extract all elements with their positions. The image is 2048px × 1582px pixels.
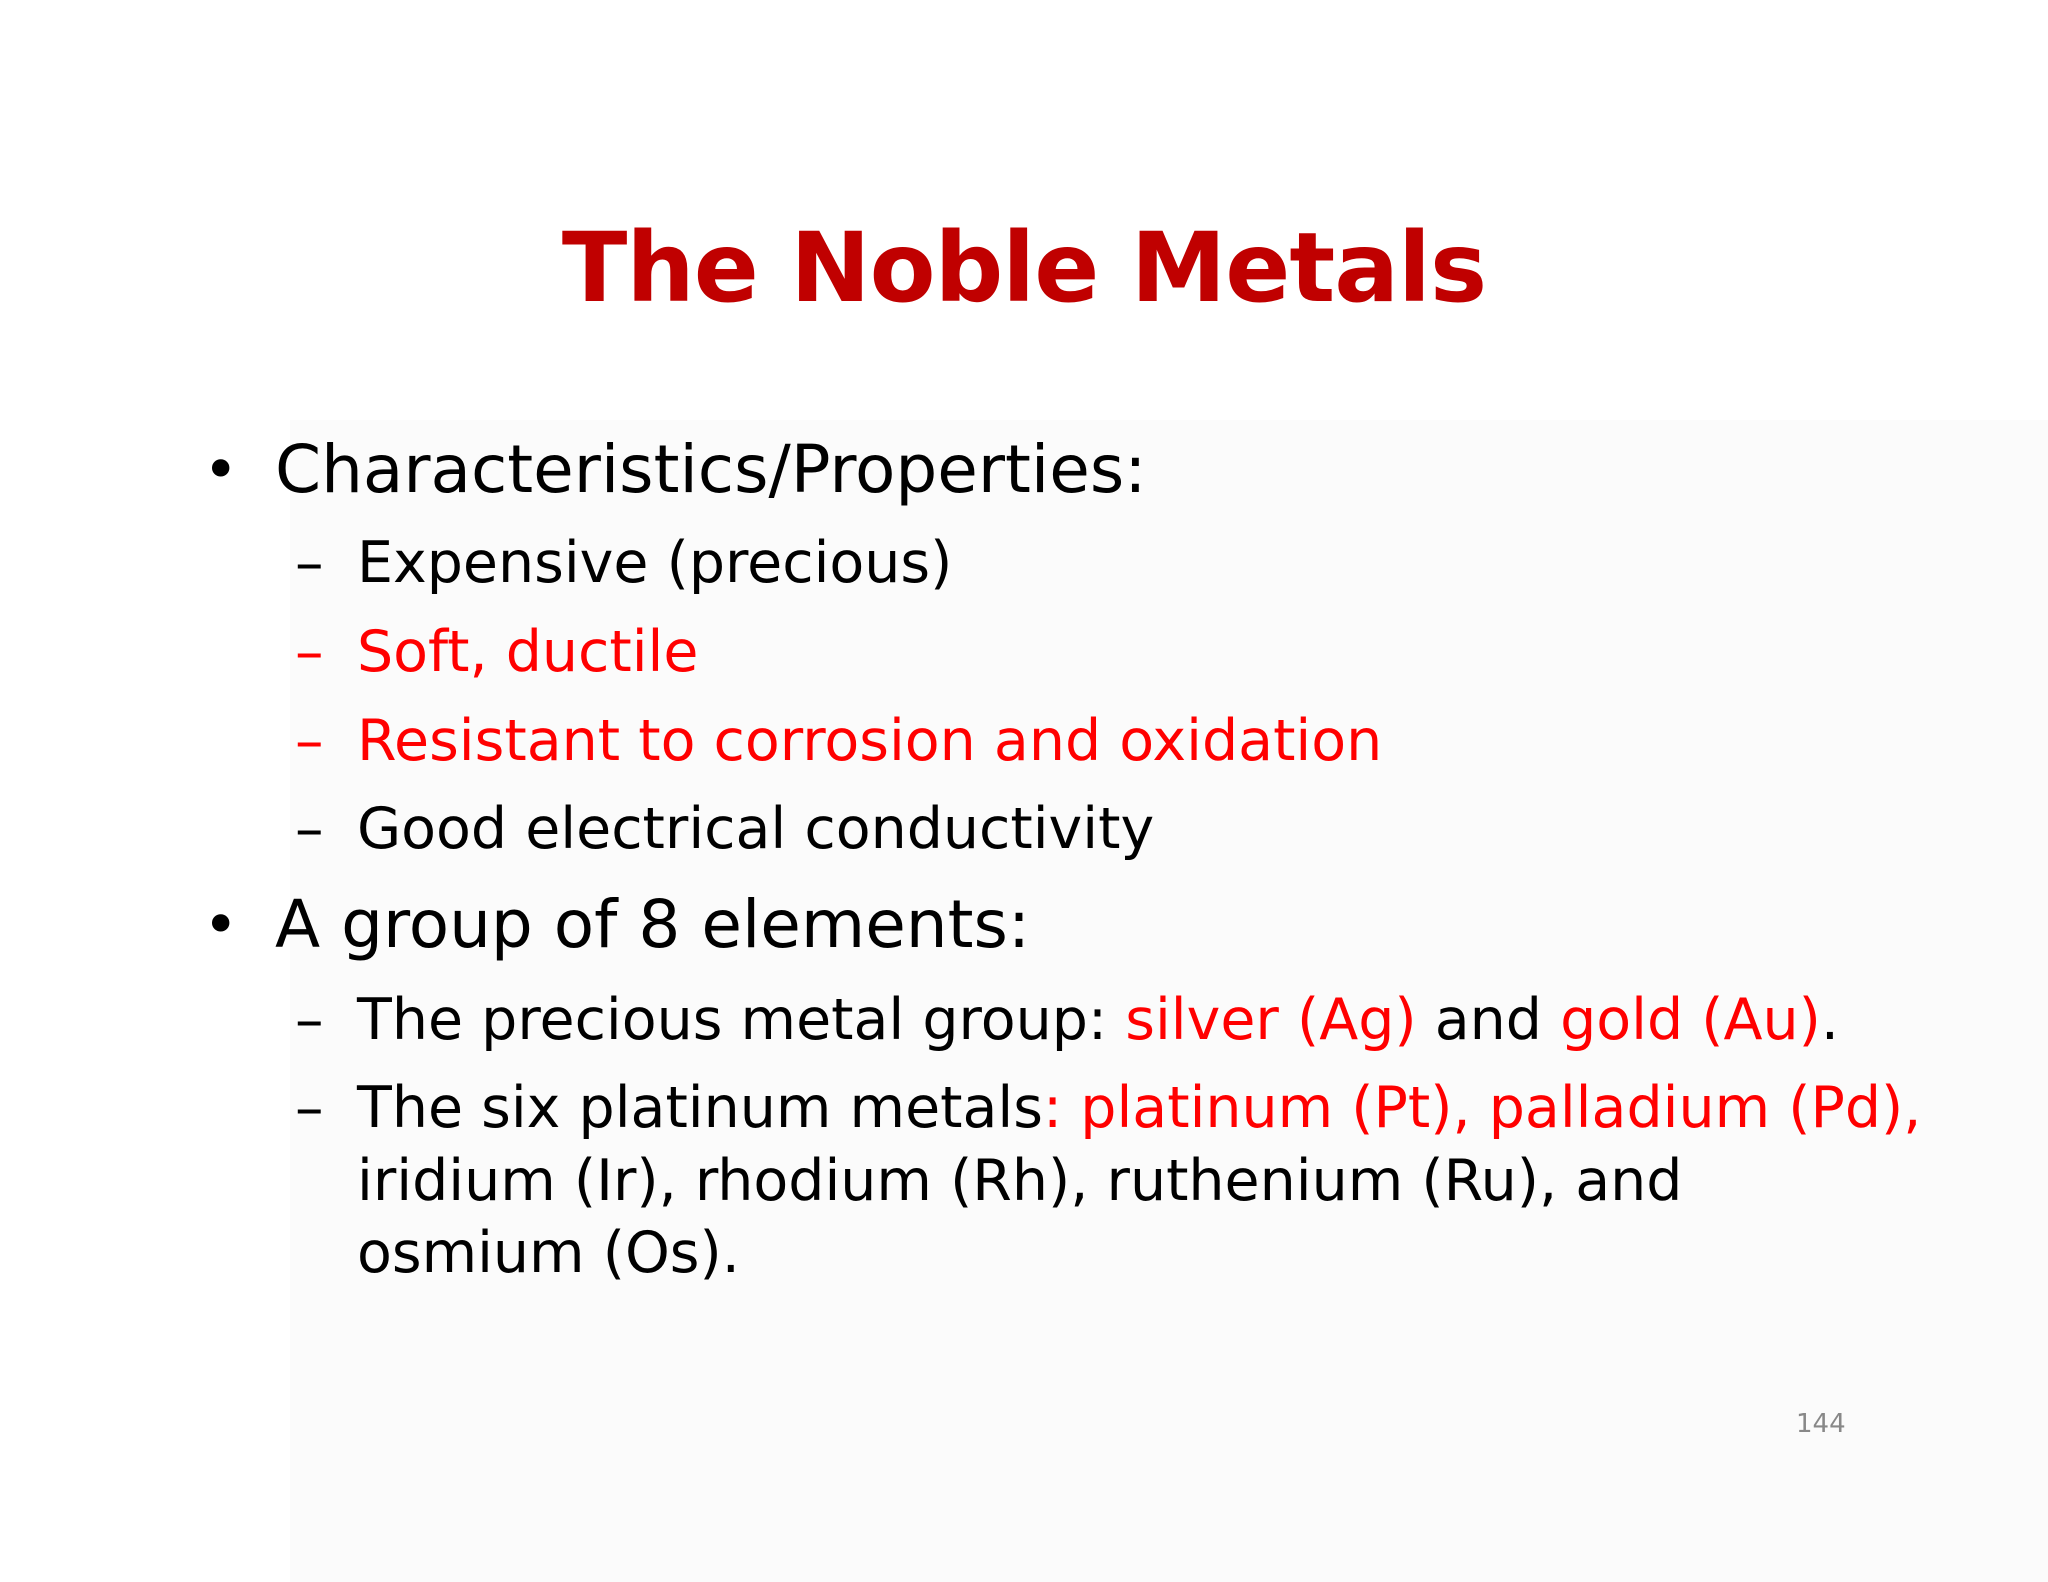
dash-glyph: – (295, 708, 324, 774)
bullet-glyph: • (203, 435, 239, 505)
subitem-platinum-continuation: iridium (Ir), rhodium (Rh), ruthenium (Ru), and (357, 1148, 1683, 1214)
subitem-text-part: The precious metal group: (357, 987, 1126, 1053)
bullet-group-of-8 (203, 885, 1031, 965)
page-number: 144 (1796, 1409, 1846, 1439)
dash-glyph: – (295, 530, 324, 596)
dash-glyph: – (295, 796, 324, 862)
subitem-soft-ductile (295, 616, 699, 688)
subitem-resistant (295, 705, 1383, 777)
subitem-text: Resistant to corrosion and oxidation (357, 708, 1383, 774)
platinum-palladium-label: : platinum (Pt), palladium (Pd), (1042, 1075, 1922, 1141)
bullet-characteristics (203, 430, 1147, 510)
subitem-expensive (295, 527, 953, 599)
subitem-text: Soft, ductile (357, 619, 699, 685)
dash-glyph: – (295, 619, 324, 685)
subitem-text: Good electrical conductivity (357, 796, 1155, 862)
subitem-text-part: The six platinum metals (357, 1075, 1043, 1141)
subitem-text: Expensive (precious) (357, 530, 953, 596)
gold-label: gold (Au) (1560, 987, 1821, 1053)
subitem-text-part: and (1416, 987, 1561, 1053)
subitem-platinum-metals (295, 1072, 1922, 1144)
dash-glyph: – (295, 1075, 324, 1141)
subitem-text-part: . (1820, 987, 1840, 1053)
bullet-glyph: • (203, 890, 239, 960)
slide-title: The Noble Metals (561, 212, 1487, 324)
subitem-conductivity (295, 793, 1155, 865)
bullet-text: Characteristics/Properties: (275, 431, 1147, 508)
dash-glyph: – (295, 987, 324, 1053)
silver-label: silver (Ag) (1125, 987, 1417, 1053)
bullet-text: A group of 8 elements: (275, 886, 1031, 963)
subitem-platinum-continuation: osmium (Os). (357, 1220, 740, 1286)
subitem-precious-group (295, 984, 1840, 1056)
